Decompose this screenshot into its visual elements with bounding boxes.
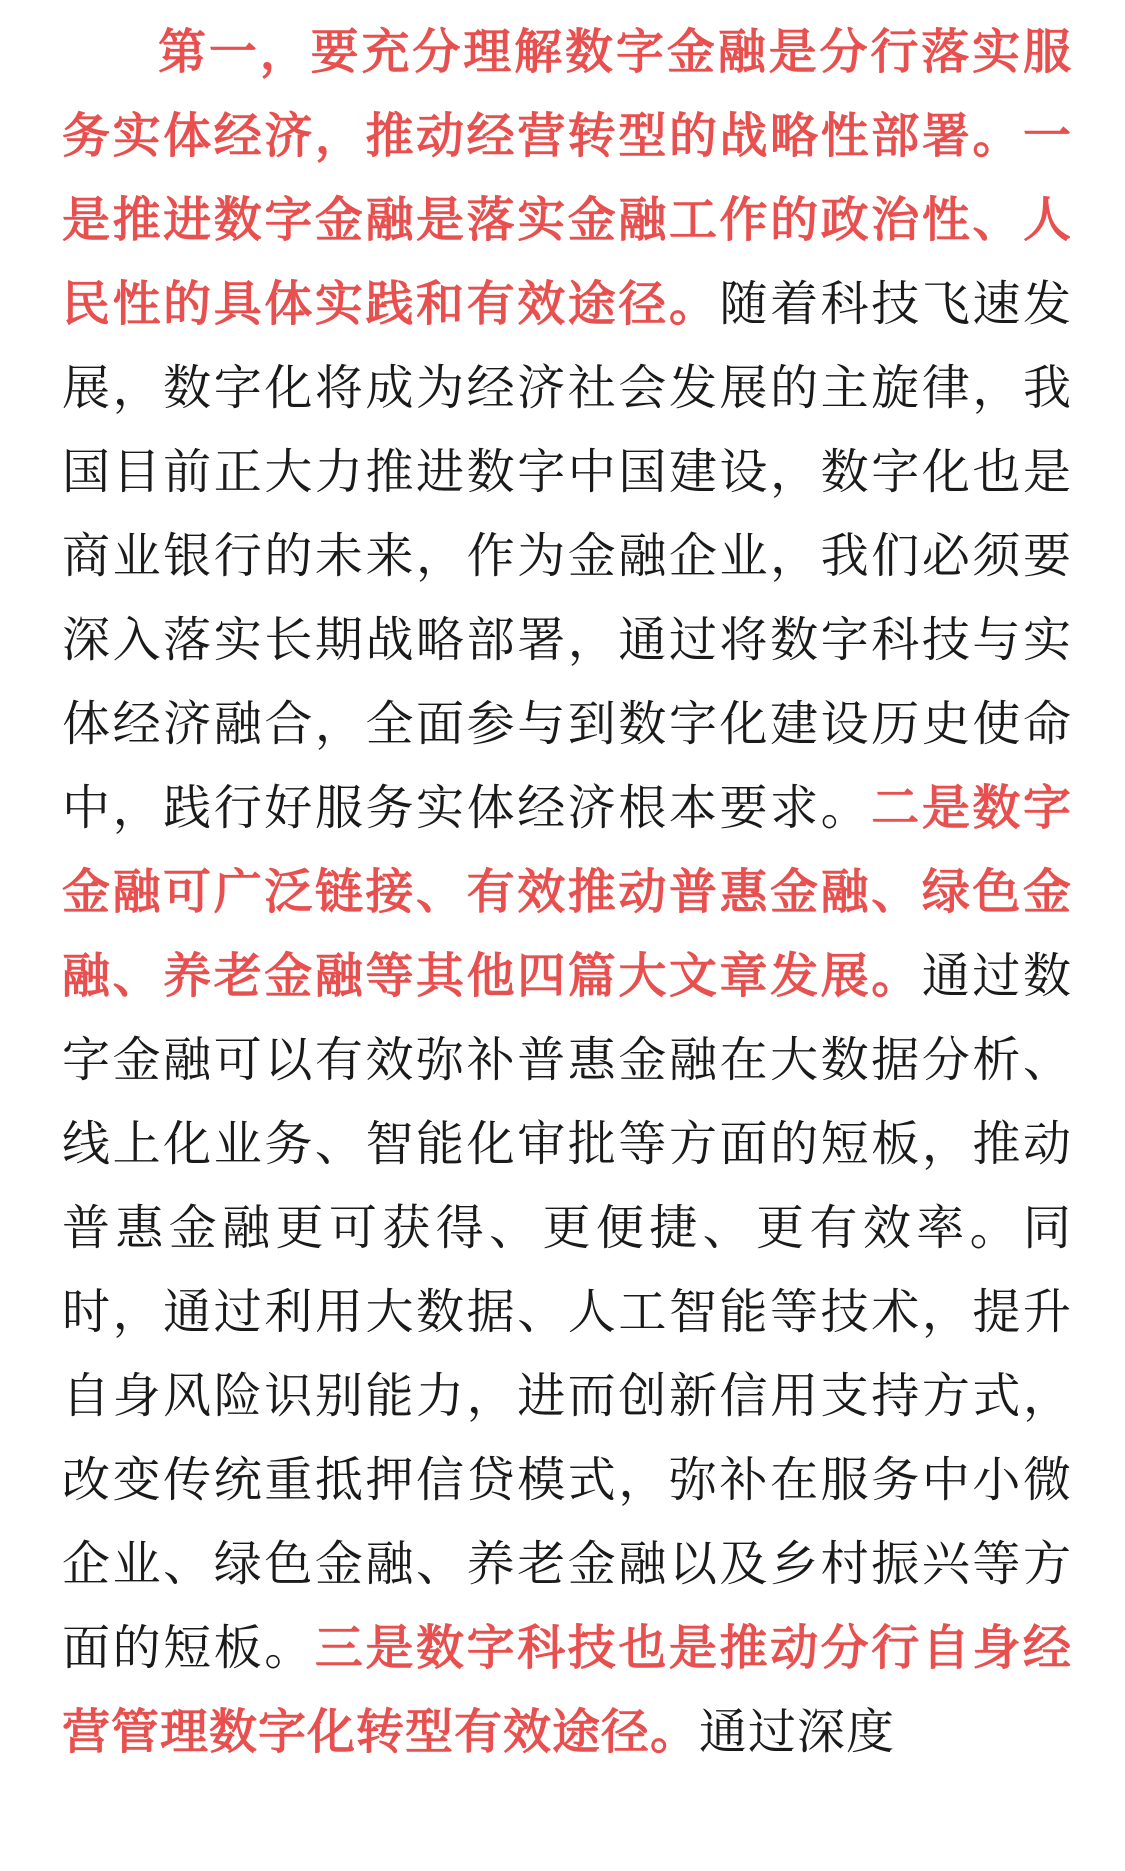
body-text: 通过深度 [699,1704,896,1760]
article-body [62,10,1072,1774]
body-text: 随着科技飞速发展，数字化将成为经济社会发展的主旋律，我国目前正大力推进数字中国建设，数字化也是商业银行的未来，作为金融企业，我们必须要深入落实长期战略部署，通过将数字科技与实体经济融合，全面参与到数字化建设历史使命中，践行好服务实体经济根本要求。 [62,276,1072,836]
highlight-text: 二是数字金融可广泛链接、有效推动普惠金融、绿色金融、养老金融等其他四篇大文章发展。 [62,780,1072,1004]
highlight-text: 三是数字科技也是推动分行自身经营管理数字化转型有效途径。 [62,1620,1072,1760]
highlight-text: 第一，要充分理解数字金融是分行落实服务实体经济，推动经营转型的战略性部署。一是推进数字金融是落实金融工作的政治性、人民性的具体实践和有效途径。 [62,24,1072,332]
article-paragraph [62,10,1072,1774]
body-text: 通过数字金融可以有效弥补普惠金融在大数据分析、线上化业务、智能化审批等方面的短板，推动普惠金融更可获得、更便捷、更有效率。同时，通过利用大数据、人工智能等技术，提升自身风险识别能力，进而创新信用支持方式，改变传统重抵押信贷模式，弥补在服务中小微企业、绿色金融、养老金融以及乡村振兴等方面的短板。 [62,948,1072,1676]
